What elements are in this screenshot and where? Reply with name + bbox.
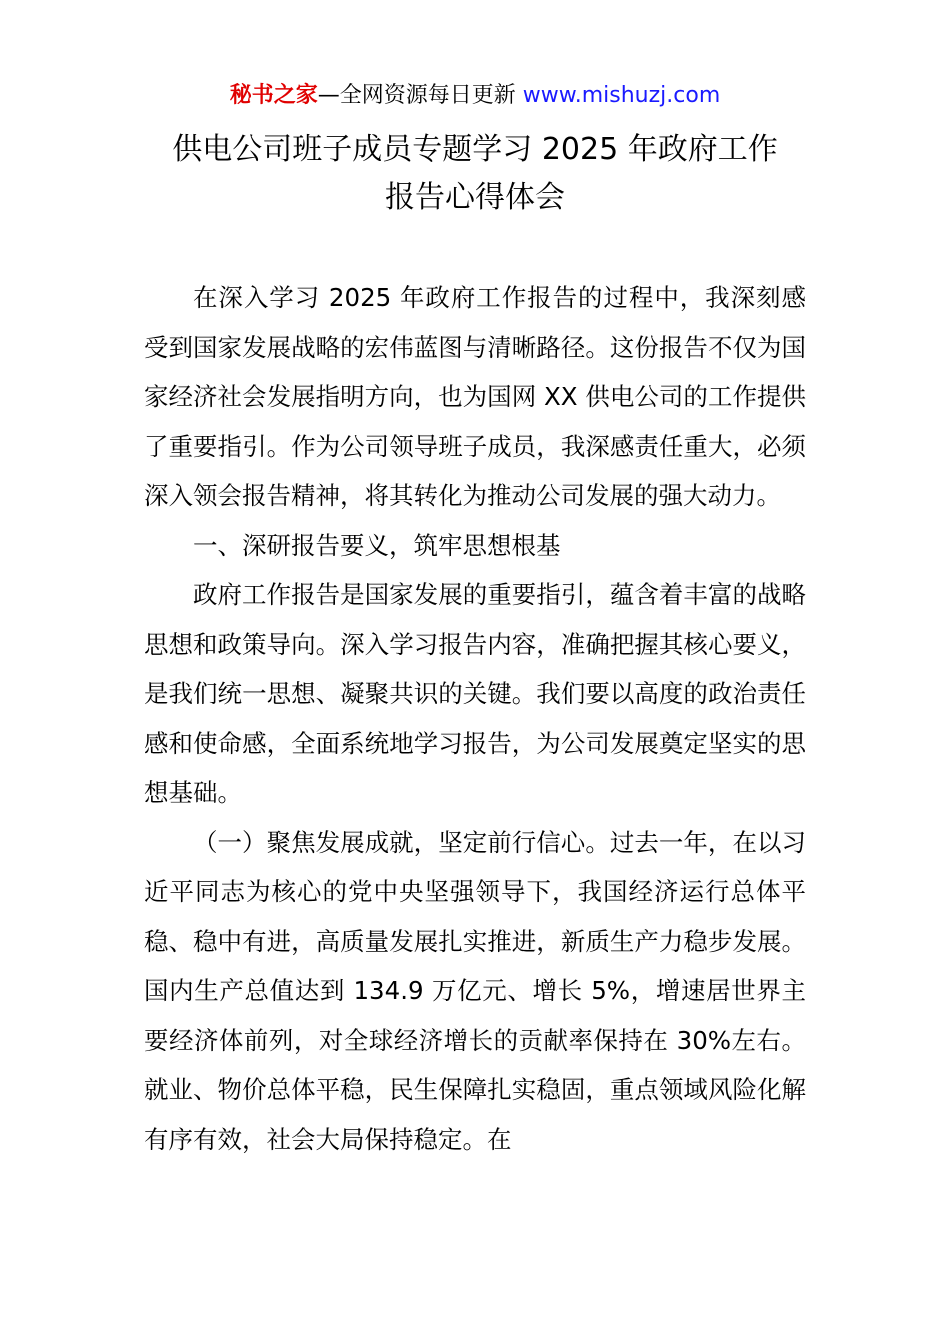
section-heading-1: 一、深研报告要义，筑牢思想根基 <box>193 530 561 560</box>
document-body <box>144 273 806 1164</box>
title-line-1: 供电公司班子成员专题学习 2025 年政府工作 <box>172 132 778 167</box>
document-title <box>100 126 850 222</box>
site-header <box>0 80 950 112</box>
title-line-2: 报告心得体会 <box>385 180 565 215</box>
header-tagline: —全网资源每日更新 <box>317 83 523 108</box>
paragraph-intro: 在深入学习 2025 年政府工作报告的过程中，我深刻感受到国家发展战略的宏伟蓝图与清晰路径。这份报告不仅为国家经济社会发展指明方向，也为国网 XX 供电公司的工作提供了重要指引。作为公司领导班子成员，我深感责任重大，必须深入领会报告精神，将其转化为推动公司发展的强大动力。 <box>144 283 806 510</box>
brand-name: 秘书之家 <box>229 83 318 108</box>
paragraph-section-1: 政府工作报告是国家发展的重要指引，蕴含着丰富的战略思想和政策导向。深入学习报告内容，准确把握其核心要义，是我们统一思想、凝聚共识的关键。我们要以高度的政治责任感和使命感，全面系统地学习报告，为公司发展奠定坚实的思想基础。 <box>144 580 806 807</box>
paragraph-subsection-1: （一）聚焦发展成就，坚定前行信心。过去一年，在以习近平同志为核心的党中央坚强领导下，我国经济运行总体平稳、稳中有进，高质量发展扎实推进，新质生产力稳步发展。国内生产总值达到 134.9 万亿元、增长 5%，增速居世界主要经济体前列，对全球经济增长的贡献率保持在 30%左右。就业、物价总体平稳，民生保障扎实稳固，重点领域风险化解有序有效，社会大局保持稳定。在 <box>144 827 806 1154</box>
site-url-link[interactable]: www.mishuzj.com <box>522 83 721 108</box>
